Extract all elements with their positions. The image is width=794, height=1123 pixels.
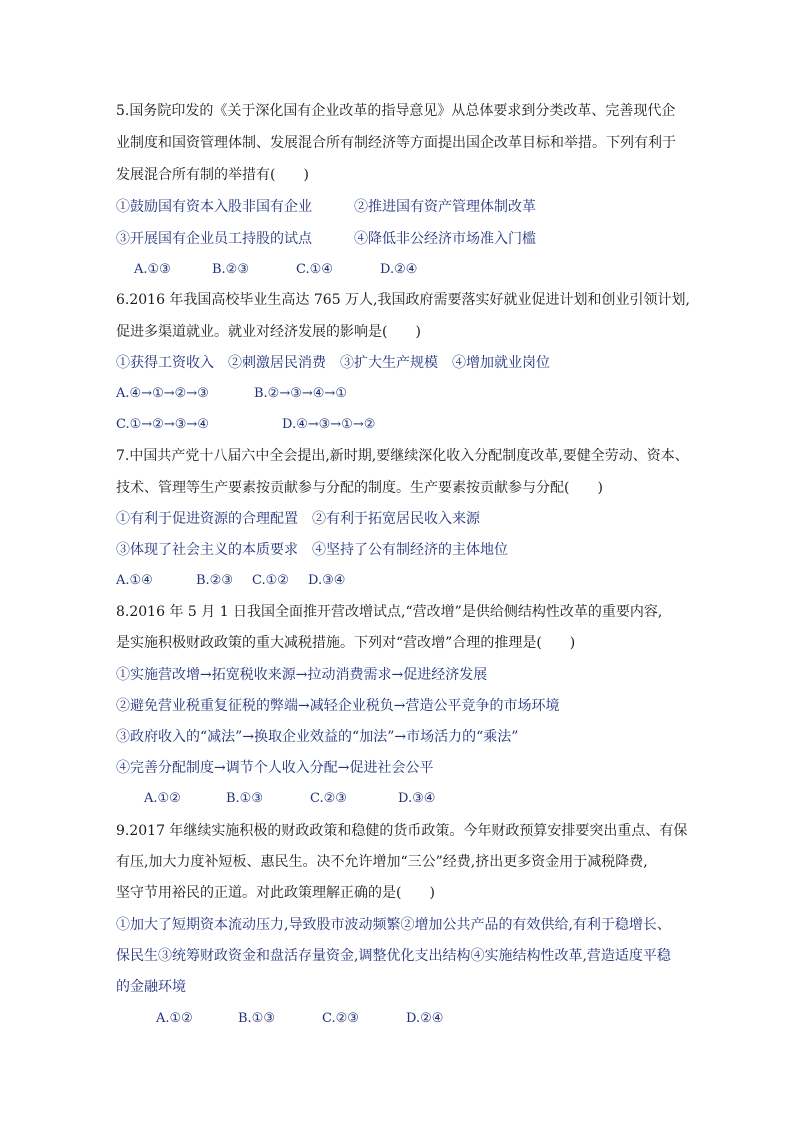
q9-options-line-1: ①加大了短期资本流动压力,导致股市波动频繁②增加公共产品的有效供给,有利于稳增长、	[116, 917, 671, 933]
q8-choice-c[interactable]: C.②③	[310, 791, 347, 806]
q8-stem-line-1: 8.2016 年 5 月 1 日我国全面推开营改增试点,“营改增”是供给侧结构性改革的重要内容,	[116, 604, 663, 620]
q7-choice-a[interactable]: A.①④	[116, 573, 153, 588]
q6-stem-line-2: 促进多渠道就业。就业对经济发展的影响是( )	[116, 324, 421, 340]
q9-choice-a[interactable]: A.①②	[156, 1011, 193, 1026]
q6-choice-d[interactable]: D.④→③→①→②	[282, 417, 376, 432]
q7-stem-line-2: 技术、管理等生产要素按贡献参与分配的制度。生产要素按贡献参与分配( )	[116, 480, 603, 496]
q7-choice-d[interactable]: D.③④	[308, 573, 346, 588]
q5-choice-d[interactable]: D.②④	[380, 262, 418, 277]
q6-choices-row-1	[116, 385, 347, 403]
q5-stem-line-1: 5.国务院印发的《关于深化国有企业改革的指导意见》从总体要求到分类改革、完善现代企	[116, 103, 676, 119]
q8-choice-d[interactable]: D.③④	[398, 791, 436, 806]
q5-options-row-1: ①鼓励国有资本入股非国有企业 ②推进国有资产管理体制改革	[116, 199, 536, 215]
q5-choice-b[interactable]: B.②③	[212, 262, 249, 277]
q5-choices	[134, 261, 417, 279]
q5-stem-line-2: 业制度和国资管理体制、发展混合所有制经济等方面提出国企改革目标和举措。下列有利于	[116, 135, 676, 151]
q8-choice-b[interactable]: B.①③	[226, 791, 263, 806]
q8-option-4: ④完善分配制度→调节个人收入分配→促进社会公平	[116, 760, 434, 776]
q8-option-3: ③政府收入的“减法”→换取企业效益的“加法”→市场活力的“乘法”	[116, 729, 519, 745]
q9-options-line-2: 保民生③统筹财政资金和盘活存量资金,调整优化支出结构④实施结构性改革,营造适度平稳	[116, 948, 671, 964]
q5-choice-c[interactable]: C.①④	[296, 262, 333, 277]
q9-choices	[156, 1010, 443, 1028]
q7-choice-b[interactable]: B.②③	[196, 573, 233, 588]
q9-options-line-3: 的金融环境	[116, 979, 186, 995]
q7-choices	[116, 572, 345, 590]
q6-stem-line-1: 6.2016 年我国高校毕业生高达 765 万人,我国政府需要落实好就业促进计划和创业引领计划,	[116, 292, 690, 308]
q6-options-row-1: ①获得工资收入 ②刺激居民消费 ③扩大生产规模 ④增加就业岗位	[116, 355, 550, 371]
q6-choice-c[interactable]: C.①→②→③→④	[116, 417, 209, 432]
q5-stem-line-3: 发展混合所有制的举措有( )	[116, 167, 309, 183]
q8-option-2: ②避免营业税重复征税的弊端→减轻企业税负→营造公平竞争的市场环境	[116, 698, 560, 714]
q9-stem-line-3: 坚守节用裕民的正道。对此政策理解正确的是( )	[116, 885, 435, 901]
q8-stem-line-2: 是实施积极财政政策的重大减税措施。下列对“营改增”合理的推理是( )	[116, 635, 576, 651]
q8-choice-a[interactable]: A.①②	[144, 791, 181, 806]
q9-choice-d[interactable]: D.②④	[406, 1011, 444, 1026]
q5-choice-a[interactable]: A.①③	[134, 262, 171, 277]
q6-choice-a[interactable]: A.④→①→②→③	[116, 386, 209, 401]
q8-option-1: ①实施营改增→拓宽税收来源→拉动消费需求→促进经济发展	[116, 667, 488, 683]
q7-stem-line-1: 7.中国共产党十八届六中全会提出,新时期,要继续深化收入分配制度改革,要健全劳动、资本、	[116, 448, 689, 464]
q6-choices-row-2	[116, 416, 375, 434]
q7-options-row-2: ③体现了社会主义的本质要求 ④坚持了公有制经济的主体地位	[116, 542, 508, 558]
q6-choice-b[interactable]: B.②→③→④→①	[254, 386, 347, 401]
q9-stem-line-2: 有压,加大力度补短板、惠民生。决不允许增加“三公”经费,挤出更多资金用于减税降费,	[116, 854, 648, 870]
q7-choice-c[interactable]: C.①②	[252, 573, 289, 588]
q9-stem-line-1: 9.2017 年继续实施积极的财政政策和稳健的货币政策。今年财政预算安排要突出重点、有保	[116, 823, 688, 839]
q8-choices	[144, 790, 435, 808]
q9-choice-c[interactable]: C.②③	[322, 1011, 359, 1026]
q9-choice-b[interactable]: B.①③	[238, 1011, 275, 1026]
q5-options-row-2: ③开展国有企业员工持股的试点 ④降低非公经济市场准入门槛	[116, 231, 536, 247]
q7-options-row-1: ①有利于促进资源的合理配置 ②有利于拓宽居民收入来源	[116, 511, 480, 527]
